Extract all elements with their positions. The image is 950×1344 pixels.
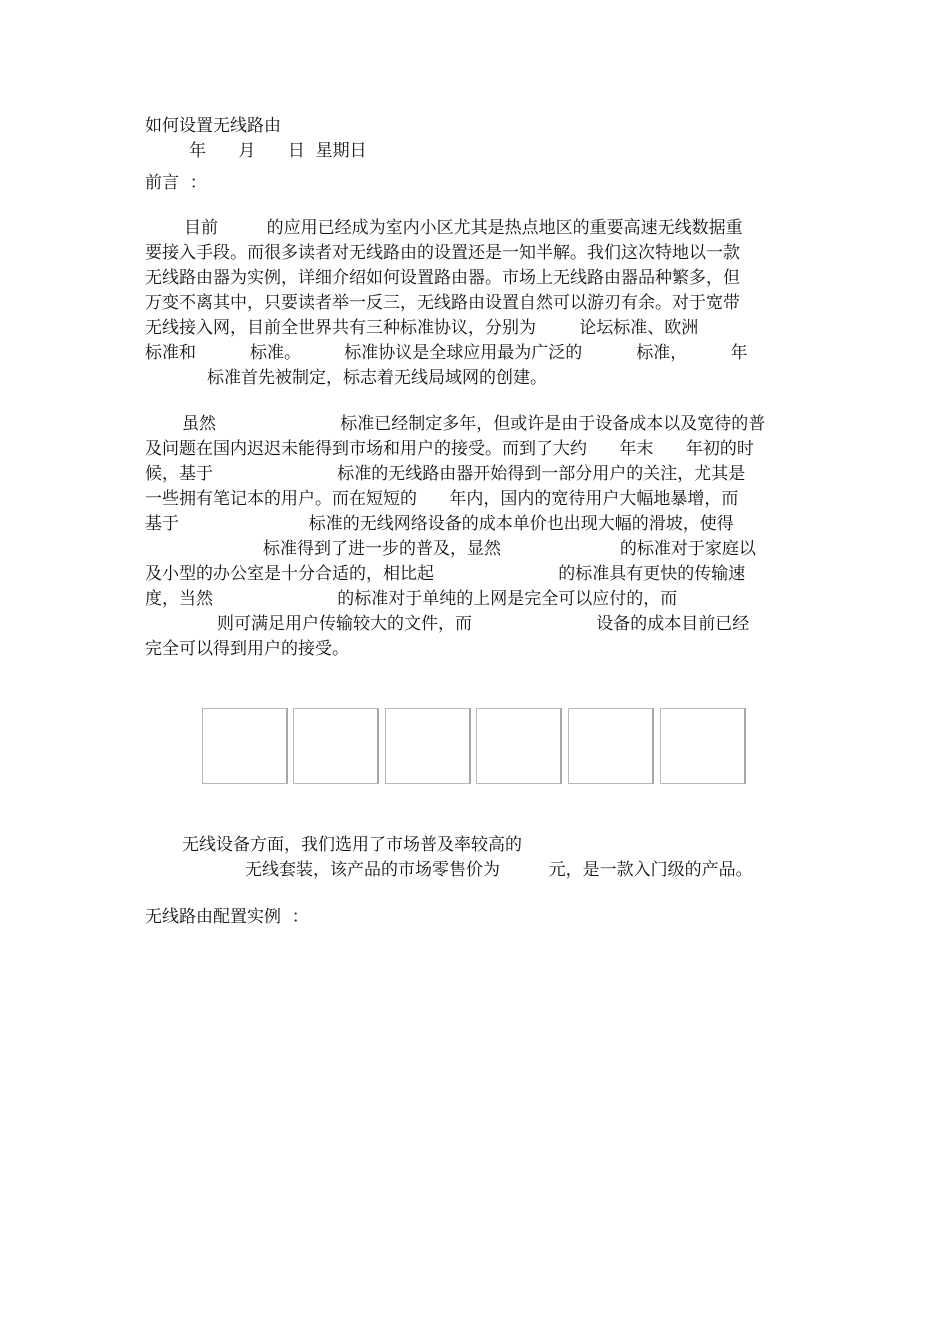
paragraph-line: 目前 的应用已经成为室内小区尤其是热点地区的重要高速无线数据重	[184, 218, 743, 238]
image-placeholder-row	[202, 708, 748, 786]
paragraph-line: 虽然 标准已经制定多年，但或许是由于设备成本以及宽待的普	[182, 414, 766, 434]
paragraph-line: 则可满足用户传输较大的文件，而 设备的成本目前已经	[217, 614, 750, 634]
document-title: 如何设置无线路由	[145, 116, 281, 136]
paragraph-line: 度，当然 的标准对于单纯的上网是完全可以应付的，而	[145, 589, 678, 609]
paragraph-line: 万变不离其中，只要读者举一反三，无线路由设置自然可以游刃有余。对于宽带	[145, 293, 740, 313]
paragraph-line: 无线套装，该产品的市场零售价为 元，是一款入门级的产品。	[245, 860, 753, 880]
paragraph-line: 基于 标准的无线网络设备的成本单价也出现大幅的滑坡，使得	[145, 514, 734, 534]
paragraph-line: 无线设备方面，我们选用了市场普及率较高的	[182, 835, 522, 855]
date-line: 年 月 日 星期日	[189, 141, 367, 161]
paragraph-line: 及问题在国内迟迟未能得到市场和用户的接受。而到了大约 年末 年初的时	[145, 439, 754, 459]
image-placeholder	[476, 708, 562, 784]
image-placeholder	[568, 708, 654, 784]
paragraph-line: 及小型的办公室是十分合适的，相比起 的标准具有更快的传输速	[145, 564, 746, 584]
paragraph-line: 标准和 标准。 标准协议是全球应用最为广泛的 标准， 年	[145, 343, 748, 363]
paragraph-line: 无线路由器为实例，详细介绍如何设置路由器。市场上无线路由器品种繁多，但	[145, 268, 740, 288]
paragraph-line: 一些拥有笔记本的用户。而在短短的 年内，国内的宽待用户大幅地暴增，而	[145, 489, 739, 509]
preface-label: 前言 ：	[145, 173, 207, 193]
paragraph-line: 要接入手段。而很多读者对无线路由的设置还是一知半解。我们这次特地以一款	[145, 243, 740, 263]
section-label: 无线路由配置实例 ：	[145, 907, 309, 927]
paragraph-line: 无线接入网，目前全世界共有三种标准协议，分别为 论坛标准、欧洲	[145, 318, 699, 338]
image-placeholder	[293, 708, 379, 784]
paragraph-line: 候，基于 标准的无线路由器开始得到一部分用户的关注，尤其是	[145, 464, 746, 484]
paragraph-line: 标准首先被制定，标志着无线局域网的创建。	[207, 368, 547, 388]
image-placeholder	[202, 708, 288, 784]
paragraph-line: 标准得到了进一步的普及，显然 的标准对于家庭以	[263, 539, 756, 559]
paragraph-line: 完全可以得到用户的接受。	[145, 639, 349, 659]
image-placeholder	[385, 708, 471, 784]
image-placeholder	[660, 708, 746, 784]
